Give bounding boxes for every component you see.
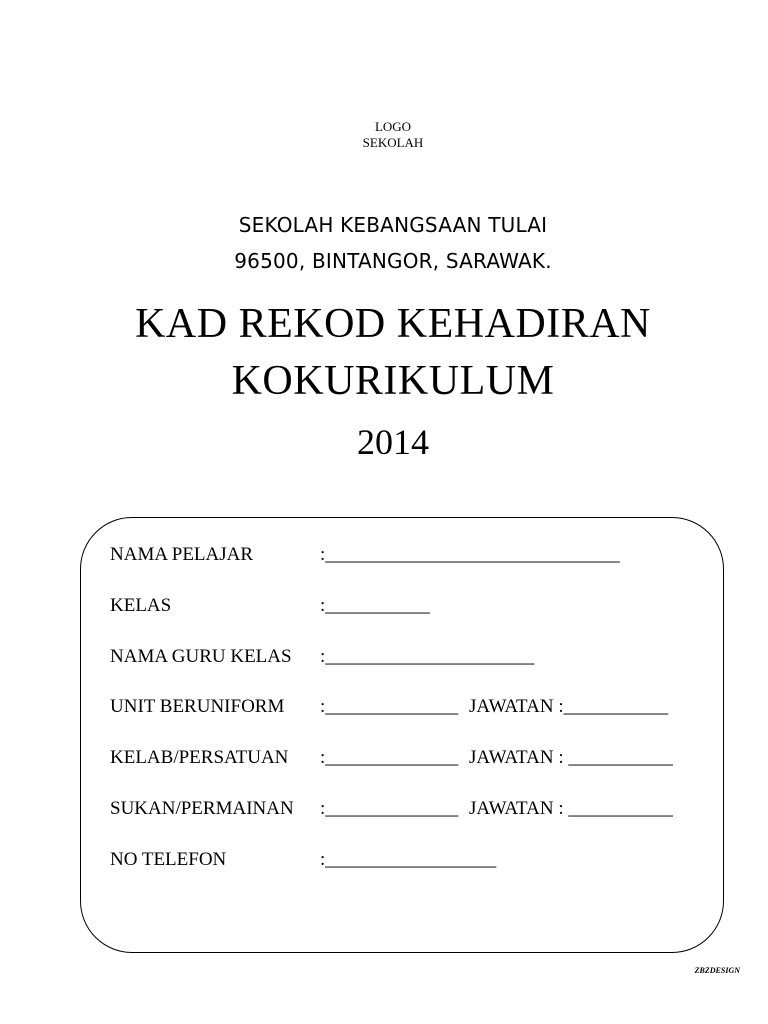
jawatan-kelab-field[interactable]: JAWATAN : ___________ — [469, 747, 673, 768]
nama-guru-kelas-field[interactable]: :______________________ — [320, 646, 535, 667]
field-label: UNIT BERUNIFORM — [110, 696, 285, 717]
jawatan-uniform-field[interactable]: JAWATAN :___________ — [469, 696, 669, 717]
field-label: NAMA GURU KELAS — [110, 646, 292, 667]
student-info-form-box — [80, 517, 724, 953]
field-label: KELAS — [110, 595, 172, 616]
field-label: SUKAN/PERMAINAN — [110, 798, 294, 819]
design-credit: ZBZDESIGN — [694, 966, 740, 975]
unit-beruniform-field[interactable]: :______________ — [320, 696, 459, 717]
school-address: 96500, BINTANGOR, SARAWAK. — [234, 249, 552, 273]
school-name: SEKOLAH KEBANGSAAN TULAI — [238, 213, 548, 237]
kelab-persatuan-field[interactable]: :______________ — [320, 747, 459, 768]
logo-placeholder-line2: SEKOLAH — [362, 135, 424, 150]
field-label: NO TELEFON — [110, 849, 227, 870]
document-title-line1: KAD REKOD KEHADIRAN — [135, 301, 651, 347]
logo-placeholder-line1: LOGO — [374, 119, 412, 134]
document-title-line2: KOKURIKULUM — [231, 358, 555, 404]
no-telefon-field[interactable]: :__________________ — [320, 849, 497, 870]
field-label: NAMA PELAJAR — [110, 544, 254, 565]
field-label: KELAB/PERSATUAN — [110, 747, 289, 768]
jawatan-sukan-field[interactable]: JAWATAN : ___________ — [469, 798, 673, 819]
sukan-permainan-field[interactable]: :______________ — [320, 798, 459, 819]
document-year: 2014 — [357, 422, 429, 462]
nama-pelajar-field[interactable]: :_______________________________ — [320, 544, 620, 565]
kelas-field[interactable]: :___________ — [320, 595, 430, 616]
